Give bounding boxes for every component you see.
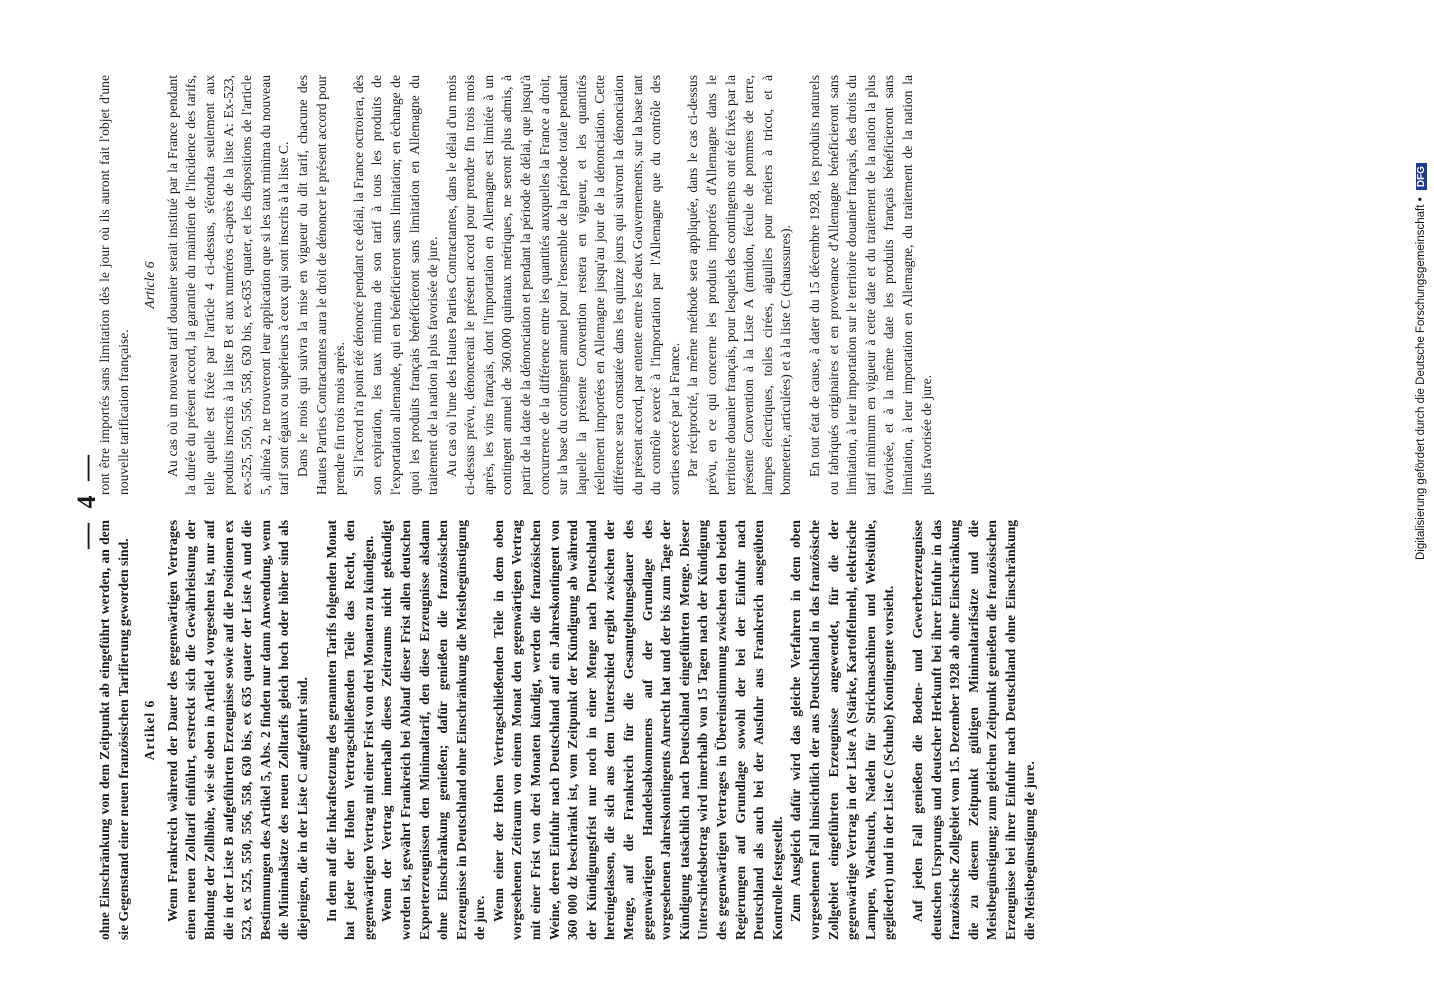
dfg-logo: DFG: [1416, 163, 1427, 190]
german-paragraph-4: Wenn einer der Hohen Vertragschließenden Teile in dem oben vorgesehenen Zeitraum von einem Monat den gegenwärtigen Vertrag mit einer Frist von drei Monaten kündigt, werden die französischen Weine, deren Einfuhr nach Deutschland auf ein Jahreskontingent von 360 000 dz beschränkt ist, vom Zeitpunkt der Kündigung ab während der Kündigungsfrist nur noch in einer Menge nach Deutschland hereingelassen, die sich aus dem Unterschied ergibt zwischen der Menge, auf die Frankreich für die Gesamtgeltungsdauer des gegenwärtigen Handelsabkommens auf der Grundlage des vorgesehenen Jahreskontingents Anrecht hat und der bis zum Tage der Kündigung tatsächlich nach Deutschland eingeführten Menge. Dieser Unterschiedsbetrag wird innerhalb von 15 Tagen nach der Kündigung des gegenwärtigen Vertrages in Übereinstimmung zwischen den beiden Regierungen auf Grundlage sowohl der bei der Einfuhr nach Deutschland als auch bei der Ausfuhr aus Frankreich ausgeübten Kontrolle festgestellt.: [490, 520, 785, 940]
french-paragraph-2: Dans le mois qui suivra la mise en vigueur du dit tarif, chacune des Hautes Parties Contractantes aura le droit de dénoncer le présent accord pour prendre fin trois mois après.: [294, 75, 348, 495]
french-article-heading: Article 6: [142, 261, 158, 309]
german-paragraph-2: In dem auf die Inkraftsetzung des genannten Tarifs folgenden Monat hat jeder der Hohen Vertragschließenden Teile das Recht, den gegenwärtigen Vertrag mit einer Frist von drei Monaten zu kündigen.: [323, 520, 376, 940]
german-paragraph-5: Zum Ausgleich dafür wird das gleiche Verfahren in dem oben vorgesehenen Fall hinsichtlich der aus Deutschland in das französische Zollgebiet eingeführten Erzeugnisse angewendet, für die der gegenwärtige Vertrag in der Liste A (Stärke, Kartoffelmehl, elektrische Lampen, Wachstuch, Nadeln für Strickmaschinen und Webstühle, gegliedert) und in der Liste C (Schuhe) Kontingente vorsieht.: [788, 520, 897, 940]
french-paragraph-4: Au cas où l'une des Hautes Parties Contractantes, dans le délai d'un mois ci-dessus prévu, dénoncerait le présent accord pour prendre fin trois mois après, les vins français, dont l'importation en Allemagne est limitée à un contingent annuel de 360.000 quintaux métriques, ne seront plus admis, à partir de la date de la dénonciation et pendant la période de délai, que jusqu'à concurrence de la différence entre les quantités auxquelles la France a droit, sur la base du contingent annuel pour l'ensemble de la période totale pendant laquelle la présente Convention restera en vigueur, et les quantités réellement importées en Allemagne jusqu'au jour de la dénonciation. Cette différence sera constatée dans les quinze jours qui suivront la dénonciation du présent accord, par entente entre les deux Gouvernements, sur la base tant du contrôle exercé à l'importation par l'Allemagne que du contrôle des sorties exercé par la France.: [443, 75, 682, 495]
french-intro: ront être importés sans limitation dès le jour où ils auront fait l'objet d'une nouvelle tarification française.: [97, 75, 131, 495]
german-paragraph-1: Wenn Frankreich während der Dauer des gegenwärtigen Vertrages einen neuen Zolltarif einführt, erstreckt sich die Gewährleistung der Bindung der Zollhöhe, wie sie oben in Artikel 4 vorgesehen ist, nur auf die in der Liste B aufgeführten Erzeugnisse sowie auf die Positionen ex 523, ex 525, 550, 556, 558, 630 bis, ex 635 quater der Liste A und die Bestimmungen des Artikel 5, Abs. 2 finden nur dann Anwendung, wenn die Minimalsätze des neuen Zolltarifs gleich hoch oder höher sind als diejenigen, die in der Liste C aufgeführt sind.: [164, 520, 310, 940]
german-paragraph-6: Auf jeden Fall genießen die Boden- und Gewerbeerzeugnisse deutschen Ursprungs und deutscher Herkunft bei ihrer Einfuhr in das französische Zollgebiet vom 15. Dezember 1928 ab ohne Einschränkung die zu diesem Zeitpunkt gültigen Minimaltarifsätze und die Meistbegünstigung; zum gleichen Zeitpunkt genießen die französischen Erzeugnisse bei ihrer Einfuhr nach Deutschland ohne Einschränkung die Meistbegünstigung de jure.: [909, 520, 1037, 940]
french-paragraph-6: En tout état de cause, à dater du 15 décembre 1928, les produits naturels ou fabriqués originaires et en provenance d'Allemagne bénéficieront sans limitation, à leur importation sur le territoire douanier français, des droits du tarif minimum en vigueur à cette date et du traitement de la nation la plus favorisée, et à la même date les produits français bénéficieront sans limitation, à leur importation en Allemagne, du traitement de la nation la plus favorisée de jure.: [806, 75, 934, 495]
french-paragraph-3: Si l'accord n'a point été dénoncé pendant ce délai, la France octroiera, dès son expiration, les taux minima de son tarif à tous les produits de l'exportation allemande, qui en bénéficieront sans limitation; en échange de quoi les produits français bénéficieront sans limitation en Allemagne du traitement de la nation la plus favorisée de jure.: [350, 75, 441, 495]
french-paragraph-5: Par réciprocité, la même méthode sera appliquée, dans le cas ci-dessus prévu, en ce qui concerne les produits importés d'Allemagne dans le territoire douanier français, pour lesquels des contingents ont été fixés par la présente Convention à la Liste A (amidon, fécule de pommes de terre, lampes électriques, toiles cirées, aiguilles pour métiers à tricot, et à bonneterie, articulées) et à la liste C (chaussures).: [685, 75, 794, 495]
french-paragraph-1: Au cas où un nouveau tarif douanier serait institué par la France pendant la durée du présent accord, la garantie du maintien de l'incidence des tarifs, telle quelle est fixée par l'article 4 ci-dessus, s'étendra seulement aux produits inscrits à la liste B et aux numéros ci-après de la liste A: Ex-523, ex-525, 550, 556, 558, 630 bis, ex-635 quater, et les dispositions de l'article 5, alinéa 2, ne trouveront leur application que si les taux minima du nouveau tarif sont égaux ou supérieurs à ceux qui sont inscrits à la liste C.: [164, 75, 292, 495]
french-column: [96, 75, 1256, 495]
german-intro: ohne Einschränkung von dem Zeitpunkt ab eingeführt werden, an dem sie Gegenstand einer neuen französischen Tarifierung geworden sind.: [97, 520, 131, 940]
german-paragraph-3: Wenn der Vertrag innerhalb dieses Zeitraums nicht gekündigt worden ist, gewährt Frankreich bei Ablauf dieser Frist allen deutschen Exporterzeugnissen den Minimaltarif, den diese Erzeugnisse alsdann ohne Einschränkung genießen; dafür genießen die französischen Erzeugnisse in Deutschland ohne Einschränkung die Meistbegünstigung de jure.: [379, 520, 488, 940]
german-article-heading: Artikel 6: [142, 699, 158, 761]
page-number: — 4 —: [72, 451, 101, 549]
german-column: [96, 520, 1256, 940]
digitization-stamp: [1412, 0, 1434, 1000]
digitization-credit-text: Digitalisierung gefördert durch die Deutsche Forschungsgemeinschaft •: [1415, 197, 1427, 560]
